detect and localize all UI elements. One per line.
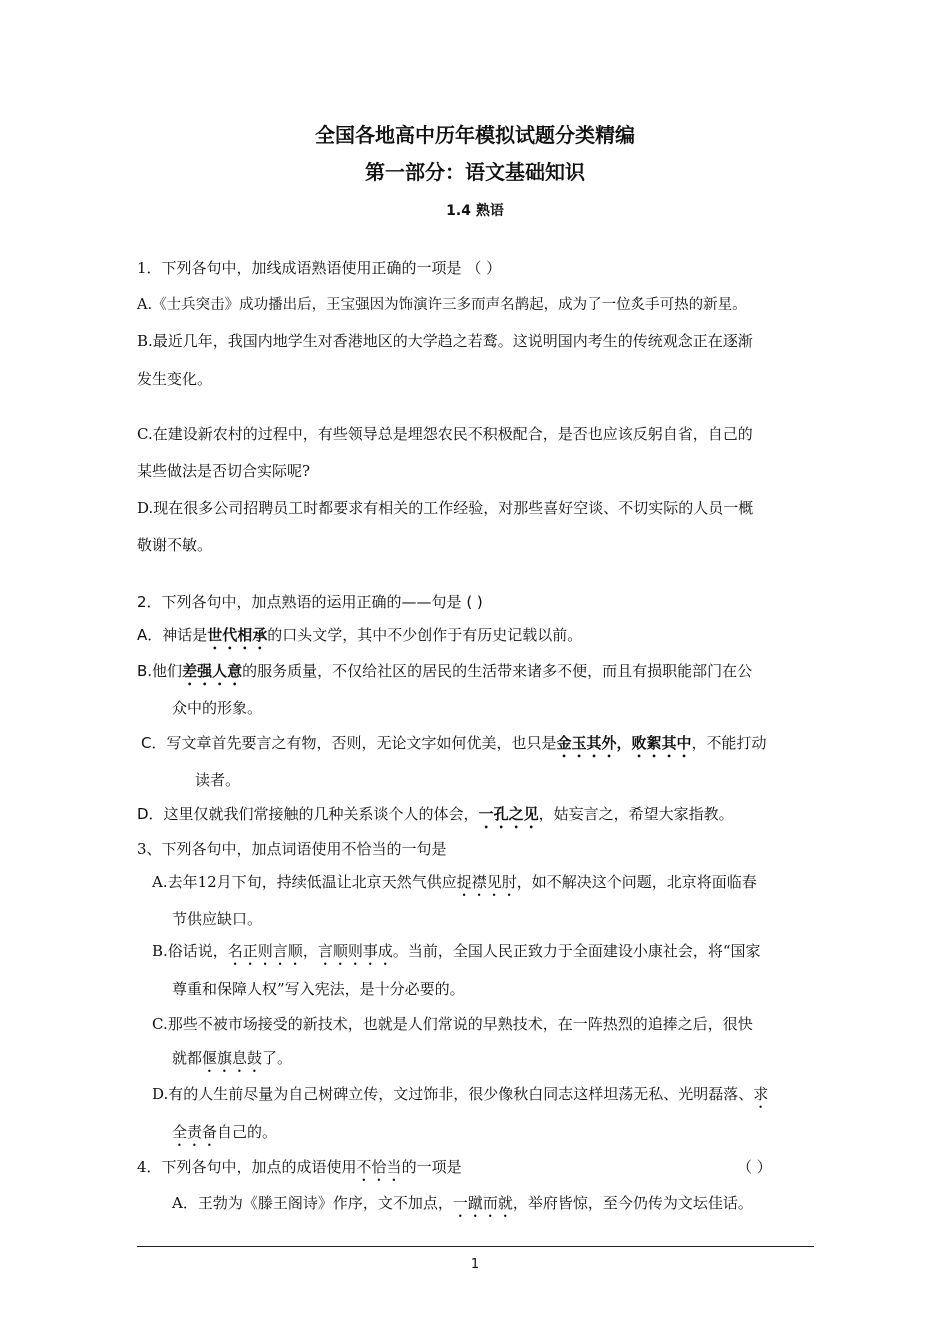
emphasized-idiom: 败絮其中 xyxy=(631,734,692,752)
question-3-option-c: C.那些不被市场接受的新技术，也就是人们常说的早熟技术，在一阵热烈的追捧之后，很快 xyxy=(152,1015,753,1033)
question-3-option-b-cont: 尊重和保障人权”写入宪法，是十分必要的。 xyxy=(172,980,465,998)
footer-divider xyxy=(137,1246,814,1247)
option-c-text: 就都 xyxy=(172,1049,203,1067)
question-3-option-a-cont: 节供应缺口。 xyxy=(172,910,263,928)
option-b-text-end: 。当前，全国人民正致力于全面建设小康社会，将“国家 xyxy=(392,942,761,960)
emphasized-idiom: 差强人意 xyxy=(182,662,243,680)
emphasized-idiom: 求 xyxy=(753,1085,769,1103)
option-a-text: A．王勃为《滕王阁诗》作序，文不加点， xyxy=(172,1194,453,1212)
emphasized-idiom: 名正则言顺 xyxy=(227,942,303,960)
stem-text-end: 的一项是 xyxy=(401,1158,462,1176)
question-2-option-b xyxy=(137,661,752,689)
part-heading: 第一部分：语文基础知识 xyxy=(365,160,585,184)
option-a-text: 的口头文学，其中不少创作于有历史记载以前。 xyxy=(267,626,583,644)
question-1-option-d-cont: 敬谢不敏。 xyxy=(137,536,213,554)
question-2-option-a xyxy=(137,625,582,653)
emphasized-idiom: 一孔之见 xyxy=(478,805,539,823)
question-3-stem: 3、下列各句中，加点词语使用不恰当的一句是 xyxy=(137,840,447,858)
question-1-option-a: A.《士兵突击》成功播出后，王宝强因为饰演许三多而声名鹊起，成为了一位炙手可热的新星。 xyxy=(137,297,747,313)
option-d-text-end: 自己的。 xyxy=(217,1123,278,1141)
section-heading: 1.4 熟语 xyxy=(446,203,504,219)
question-1-option-b: B.最近几年，我国内地学生对香港地区的大学趋之若鹜。这说明国内考生的传统观念正在逐渐 xyxy=(137,332,753,350)
question-4-option-a xyxy=(172,1193,753,1221)
emphasized-idiom: 世代相承 xyxy=(207,626,268,644)
emphasized-word: 不恰当 xyxy=(356,1158,402,1176)
option-a-text-end: ，举府皆惊，至今仍传为文坛佳话。 xyxy=(512,1194,753,1212)
emphasized-idiom: 言顺则事成 xyxy=(317,942,393,960)
option-d-text: D.有的人生前尽量为自己树碑立传，文过饰非，很少像秋白同志这样坦荡无私、光明磊落、 xyxy=(152,1085,754,1103)
question-2-option-b-cont: 众中的形象。 xyxy=(172,699,263,717)
question-1-option-d: D.现在很多公司招聘员工时都要求有相关的工作经验，对那些喜好空谈、不切实际的人员一概 xyxy=(137,499,754,517)
emphasized-idiom: 全责备 xyxy=(172,1123,218,1141)
question-1-stem: 1．下列各句中，加线成语熟语使用正确的一项是 （ ） xyxy=(137,259,502,277)
page-title: 全国各地高中历年模拟试题分类精编 xyxy=(315,123,635,147)
emphasized-idiom: 金玉其外 xyxy=(556,734,617,752)
question-3-option-b xyxy=(152,941,761,969)
question-1-option-c-cont: 某些做法是否切合实际呢? xyxy=(137,462,311,480)
question-3-option-d xyxy=(152,1084,768,1112)
stem-text: 4．下列各句中，加点的成语使用 xyxy=(137,1158,357,1176)
option-a-text: A.去年12月下旬，持续低温让北京天然气供应 xyxy=(152,873,457,891)
question-2-stem: 2．下列各句中，加点熟语的运用正确的——句是 ( ) xyxy=(137,593,483,611)
option-c-text: ，不能打动 xyxy=(691,734,767,752)
question-2-option-c xyxy=(141,733,767,761)
option-c-prefix: C．写文章首先要言之有物，否则，无论文字如何优美，也只是 xyxy=(141,734,557,752)
question-1-option-c: C.在建设新农村的过程中，有些领导总是埋怨农民不积极配合，是否也应该反躬自省，自己的 xyxy=(137,425,753,443)
option-d-prefix: D．这里仅就我们常接触的几种关系谈个人的体会， xyxy=(137,805,479,823)
emphasized-idiom: 捉襟见肘 xyxy=(456,873,517,891)
question-1-option-b-cont: 发生变化。 xyxy=(137,370,213,388)
answer-parentheses: （ ） xyxy=(737,1158,772,1176)
option-b-prefix: B.他们 xyxy=(137,662,183,680)
question-2-option-c-cont: 读者。 xyxy=(195,771,241,789)
question-3-option-c-cont xyxy=(172,1048,292,1076)
option-c-text-end: 了。 xyxy=(262,1049,293,1067)
separator: ， xyxy=(616,734,632,752)
question-3-option-a xyxy=(152,872,757,900)
page-number: 1 xyxy=(470,1257,480,1272)
question-4-stem xyxy=(137,1157,462,1185)
emphasized-idiom: 偃旗息鼓 xyxy=(202,1049,263,1067)
option-b-text: B.俗话说， xyxy=(152,942,228,960)
option-d-text: ，姑妄言之，希望大家指教。 xyxy=(538,805,734,823)
option-a-text-end: ，如不解决这个问题，北京将面临春 xyxy=(516,873,757,891)
option-b-text: 的服务质量，不仅给社区的居民的生活带来诸多不便，而且有损职能部门在公 xyxy=(242,662,753,680)
separator: ， xyxy=(302,942,318,960)
emphasized-idiom: 一蹴而就 xyxy=(452,1194,513,1212)
question-3-option-d-cont xyxy=(172,1122,277,1150)
question-2-option-d xyxy=(137,804,734,832)
option-a-prefix: A．神话是 xyxy=(137,626,208,644)
